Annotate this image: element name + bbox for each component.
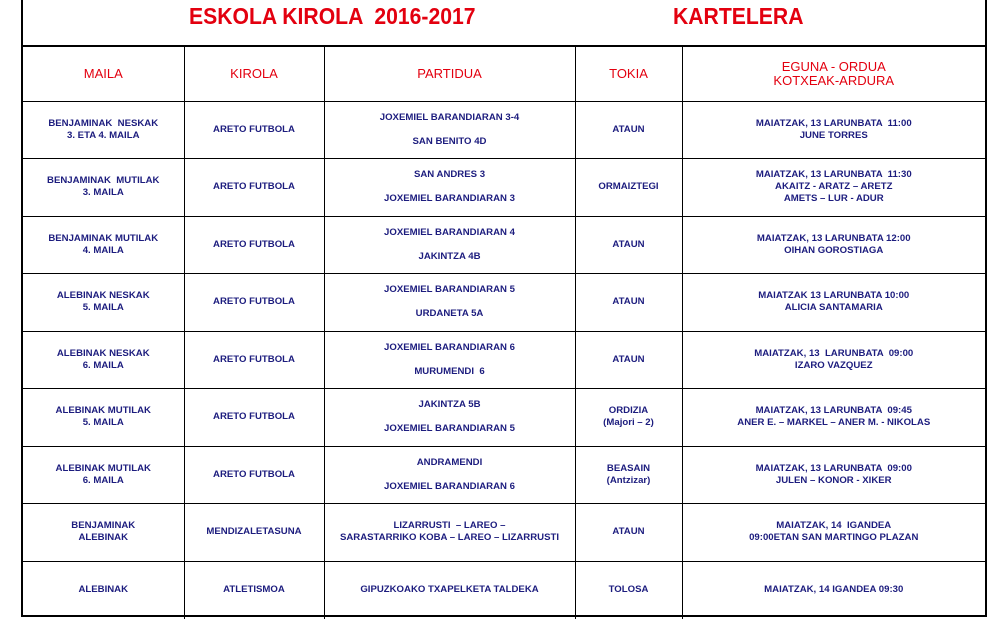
cell-eguna-ordua [682, 561, 985, 619]
tokia-line: ORDIZIA [608, 405, 649, 417]
eguna-line: MAIATZAK, 13 LARUNBATA 09:00 [754, 347, 914, 359]
partidua-team: SAN BENITO 4D [412, 135, 487, 147]
cell-eguna-ordua [682, 101, 985, 159]
cell-eguna-ordua [682, 504, 985, 562]
tokia-line: ATAUN [612, 296, 645, 308]
eguna-line: ALICIA SANTAMARIA [784, 302, 883, 314]
cell-maila [23, 446, 184, 504]
header-eguna-line2: KOTXEAK-ARDURA [773, 72, 895, 88]
eguna-line: MAIATZAK, 14 IGANDEA [776, 520, 892, 532]
table-row [23, 561, 985, 619]
cell-kirola [184, 389, 324, 447]
maila-line: ALEBINAK NESKAK [56, 347, 150, 359]
cell-tokia [575, 446, 682, 504]
partidua-team: SARASTARRIKO KOBA – LAREO – LIZARRUSTI [339, 532, 560, 544]
tokia-line: (Majori – 2) [603, 417, 654, 429]
partidua-team: URDANETA 5A [415, 308, 484, 320]
partidua-team: LIZARRUSTI – LAREO – [393, 520, 506, 532]
eguna-line: IZARO VAZQUEZ [794, 359, 873, 371]
partidua-team: JOXEMIEL BARANDIARAN 4 [384, 226, 515, 238]
kirola-text: ARETO FUTBOLA [213, 238, 295, 250]
cell-partidua [324, 101, 575, 159]
maila-line: ALEBINAK MUTILAK [55, 405, 151, 417]
kirola-text: ARETO FUTBOLA [213, 181, 295, 193]
cell-partidua [324, 504, 575, 562]
tokia-line: ATAUN [612, 238, 645, 250]
cell-maila [23, 274, 184, 332]
partidua-team: SAN ANDRES 3 [413, 169, 486, 181]
cell-partidua [324, 159, 575, 217]
eguna-line: JUNE TORRES [799, 129, 868, 141]
table-row [23, 274, 985, 332]
partidua-team: JOXEMIEL BARANDIARAN 3 [384, 193, 515, 205]
cell-maila [23, 159, 184, 217]
tokia-line: ATAUN [612, 123, 645, 135]
maila-line: 3. MAILA [82, 187, 124, 199]
kirola-text: MENDIZALETASUNA [206, 526, 302, 538]
table-row [23, 446, 985, 504]
table-row [23, 331, 985, 389]
header-maila [23, 47, 184, 101]
header-eguna-ordua [682, 47, 985, 101]
cell-eguna-ordua [682, 389, 985, 447]
cell-partidua [324, 446, 575, 504]
header-maila-label: MAILA [83, 65, 123, 81]
cell-partidua [324, 274, 575, 332]
eguna-line: OIHAN GOROSTIAGA [784, 244, 884, 256]
schedule-table [23, 47, 985, 619]
cell-tokia [575, 504, 682, 562]
partidua-team: JOXEMIEL BARANDIARAN 5 [384, 284, 515, 296]
maila-line: ALEBINAK [78, 532, 129, 544]
maila-line: ALEBINAK NESKAK [56, 290, 150, 302]
cell-kirola [184, 101, 324, 159]
maila-line: 6. MAILA [82, 359, 124, 371]
eguna-line: MAIATZAK, 13 LARUNBATA 09:00 [755, 462, 912, 474]
header-partidua [324, 47, 575, 101]
maila-line: ALEBINAK [78, 584, 129, 595]
cell-eguna-ordua [682, 159, 985, 217]
maila-line: 5. MAILA [82, 302, 124, 314]
table-body [23, 101, 985, 619]
cell-maila [23, 101, 184, 159]
table-row [23, 101, 985, 159]
cell-maila [23, 216, 184, 274]
cell-partidua [324, 389, 575, 447]
header-kirola-label: KIROLA [230, 65, 278, 81]
partidua-team: MURUMENDI 6 [414, 365, 485, 377]
header-row [23, 47, 985, 101]
eguna-line: 09:00ETAN SAN MARTINGO PLAZAN [749, 532, 919, 544]
maila-line: 4. MAILA [82, 244, 124, 256]
maila-line: 3. ETA 4. MAILA [67, 129, 140, 141]
cell-tokia [575, 159, 682, 217]
table-row [23, 159, 985, 217]
cell-maila [23, 561, 184, 619]
kirola-text: ARETO FUTBOLA [213, 468, 295, 480]
tokia-line: (Antzizar) [606, 474, 651, 486]
eguna-line: AMETS – LUR - ADUR [783, 193, 884, 205]
partidua-team: JOXEMIEL BARANDIARAN 6 [384, 341, 515, 353]
cell-kirola [184, 561, 324, 619]
maila-line: BENJAMINAK [71, 520, 136, 532]
title-row [23, 0, 985, 47]
partidua-team: JAKINTZA 4B [418, 250, 481, 262]
cell-tokia [575, 561, 682, 619]
header-kirola [184, 47, 324, 101]
cell-kirola [184, 504, 324, 562]
cell-eguna-ordua [682, 446, 985, 504]
kirola-text: ARETO FUTBOLA [213, 296, 295, 308]
tokia-line: ATAUN [612, 526, 645, 538]
tokia-line: BEASAIN [606, 462, 651, 474]
table-row [23, 216, 985, 274]
schedule-sheet [21, 0, 987, 617]
header-eguna-line1: EGUNA - ORDUA [781, 58, 886, 74]
cell-tokia [575, 389, 682, 447]
eguna-line: JULEN – KONOR - XIKER [775, 474, 892, 486]
cell-kirola [184, 446, 324, 504]
eguna-line: MAIATZAK, 13 LARUNBATA 12:00 [756, 232, 911, 244]
cell-tokia [575, 216, 682, 274]
tokia-line: ORMAIZTEGI [598, 181, 659, 193]
cell-tokia [575, 101, 682, 159]
eguna-line: ANER E. – MARKEL – ANER M. - NIKOLAS [737, 417, 931, 429]
eguna-line: MAIATZAK, 13 LARUNBATA 11:00 [755, 117, 912, 129]
cell-partidua [324, 561, 575, 619]
maila-line: ALEBINAK MUTILAK [55, 462, 151, 474]
table-row [23, 389, 985, 447]
kirola-text: ARETO FUTBOLA [213, 353, 295, 365]
maila-line: BENJAMINAK MUTILAK [48, 232, 159, 244]
partidua-team: JOXEMIEL BARANDIARAN 5 [384, 423, 515, 435]
maila-line: BENJAMINAK MUTILAK [47, 175, 160, 187]
header-tokia [575, 47, 682, 101]
cell-maila [23, 389, 184, 447]
header-partidua-label: PARTIDUA [417, 65, 482, 81]
cell-eguna-ordua [682, 331, 985, 389]
eguna-line: AKAITZ - ARATZ – ARETZ [775, 181, 893, 193]
cell-tokia [575, 331, 682, 389]
cell-kirola [184, 274, 324, 332]
maila-line: 5. MAILA [82, 417, 124, 429]
eguna-line: MAIATZAK, 13 LARUNBATA 11:30 [755, 169, 912, 181]
header-tokia-label: TOKIA [609, 65, 648, 81]
cell-tokia [575, 274, 682, 332]
partidua-team: GIPUZKOAKO TXAPELKETA TALDEKA [360, 584, 539, 595]
cell-partidua [324, 331, 575, 389]
tokia-line: TOLOSA [608, 584, 649, 595]
kirola-text: ARETO FUTBOLA [213, 411, 295, 423]
kirola-text: ARETO FUTBOLA [213, 123, 295, 135]
cell-maila [23, 331, 184, 389]
maila-line: 6. MAILA [82, 474, 124, 486]
cell-kirola [184, 159, 324, 217]
eguna-line: MAIATZAK, 14 IGANDEA 09:30 [764, 584, 904, 595]
partidua-team: JOXEMIEL BARANDIARAN 6 [384, 480, 515, 492]
cell-eguna-ordua [682, 274, 985, 332]
eguna-line: MAIATZAK, 13 LARUNBATA 09:45 [755, 405, 912, 417]
maila-line: BENJAMINAK NESKAK [48, 117, 159, 129]
cell-partidua [324, 216, 575, 274]
cell-maila [23, 504, 184, 562]
document-subtitle: KARTELERA [673, 3, 804, 29]
table-row [23, 504, 985, 562]
tokia-line: ATAUN [612, 353, 645, 365]
partidua-team: JOXEMIEL BARANDIARAN 3-4 [379, 111, 520, 123]
document-title: ESKOLA KIROLA 2016-2017 [189, 3, 476, 29]
cell-kirola [184, 331, 324, 389]
cell-eguna-ordua [682, 216, 985, 274]
cell-kirola [184, 216, 324, 274]
eguna-line: MAIATZAK 13 LARUNBATA 10:00 [758, 290, 910, 302]
partidua-team: ANDRAMENDI [416, 456, 483, 468]
partidua-team: JAKINTZA 5B [418, 399, 481, 411]
kirola-text: ATLETISMOA [223, 584, 285, 595]
